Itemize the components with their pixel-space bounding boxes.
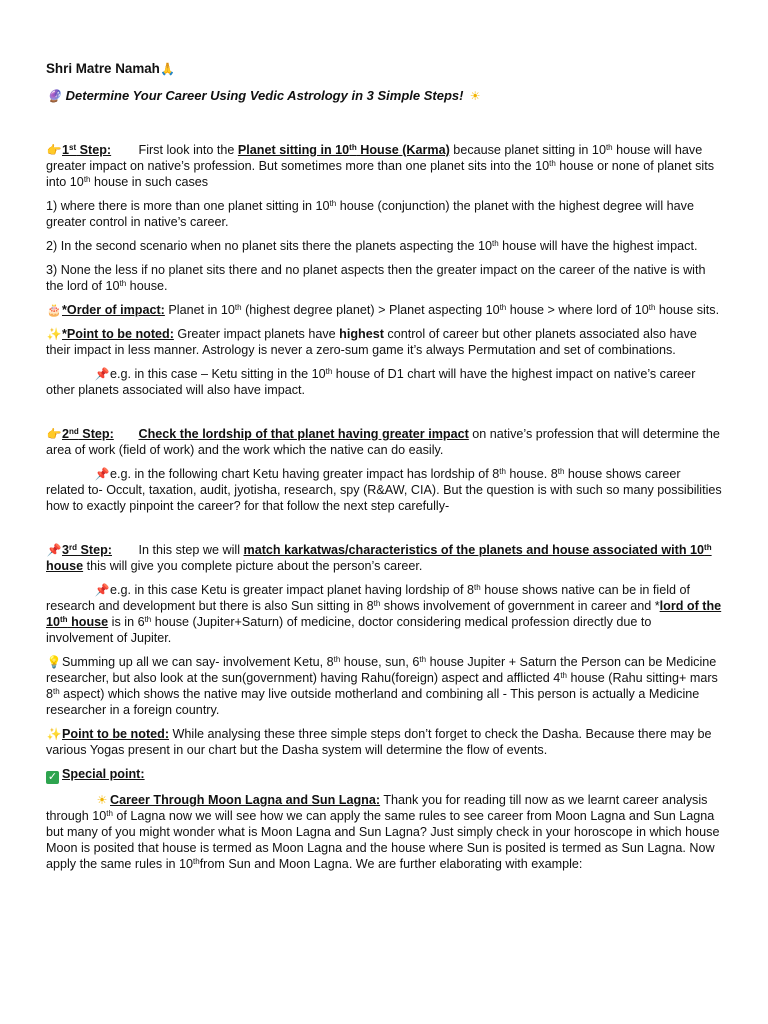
sun-icon: ☀ xyxy=(469,89,481,103)
step3-eg-sup-2: th xyxy=(373,599,381,608)
step1-text-4: house or none of planet sits into 10 xyxy=(46,159,714,189)
order-text-d: house sits. xyxy=(655,303,720,317)
point2-sup: th xyxy=(491,239,499,248)
order-label: *Order of impact: xyxy=(62,303,165,317)
step2-example xyxy=(46,466,722,514)
point3-text-b: house. xyxy=(126,279,168,293)
sum-sup-4: th xyxy=(53,687,60,696)
order-sup-1: th xyxy=(234,303,242,312)
step1-example xyxy=(46,366,722,398)
step2-eg-a: e.g. in the following chart Ketu having greater impact has lordship of 8 xyxy=(110,467,500,481)
sum-sup-2: th xyxy=(419,655,427,664)
sun-icon: ☀ xyxy=(96,793,108,807)
point1-text-b: house (conjunction) the planet with the highest degree will have greater control in native’s career. xyxy=(46,199,694,229)
step3-note xyxy=(46,726,722,758)
step3-intro xyxy=(46,542,722,574)
sum-b: house, sun, 6 xyxy=(340,655,420,669)
page-title xyxy=(46,60,722,78)
crystal-ball-icon: 🔮 xyxy=(46,89,62,103)
step1-text-1: First look into the xyxy=(138,143,238,157)
step1-bold-sup: th xyxy=(349,143,357,152)
step1-label-text: Step: xyxy=(76,143,112,157)
step1-sup-3: th xyxy=(549,159,556,168)
step2-label-text: Step: xyxy=(78,427,114,441)
step1-eg-a: e.g. in this case – Ketu sitting in the 10 xyxy=(110,367,326,381)
step1-bold-phrase xyxy=(238,143,450,157)
special-label: Special point: xyxy=(62,767,145,781)
sum-e: aspect) which shows the native may live outside motherland and combining all - This person is actually a Medicine researcher in a foreign country. xyxy=(46,687,700,717)
folded-hands-icon: 🙏 xyxy=(160,62,176,76)
note-label: *Point to be noted: xyxy=(62,327,174,341)
step3-eg-c: shows involvement of government in career and * xyxy=(380,599,660,613)
step3-example xyxy=(46,582,722,646)
step3-label-num: 3 xyxy=(62,543,70,557)
step1-point-3 xyxy=(46,262,722,294)
order-of-impact xyxy=(46,302,722,318)
step2-label xyxy=(62,426,135,442)
light-bulb-icon: 💡 xyxy=(46,655,62,669)
pushpin-icon: 📌 xyxy=(94,583,110,597)
cake-icon: 🎂 xyxy=(46,303,62,317)
order-text-c: house > where lord of 10 xyxy=(506,303,649,317)
step3-text-1: this will give you complete picture about the person’s career. xyxy=(83,559,423,573)
step3-note-label: Point to be noted: xyxy=(62,727,170,741)
pushpin-icon: 📌 xyxy=(46,543,62,557)
step2-intro xyxy=(46,426,722,458)
point2-text-b: house will have the highest impact. xyxy=(498,239,698,253)
special-paragraph xyxy=(46,792,722,872)
point3-text-a: 3) None the less if no planet sits there and no planet aspects then the greater impact on the career of the native is with the lord of 10 xyxy=(46,263,706,293)
step3-bold-sup: th xyxy=(704,543,712,552)
pushpin-icon: 📌 xyxy=(94,367,110,381)
pointing-hand-icon: 👉 xyxy=(46,143,62,157)
step3-eg-bold-b: house xyxy=(67,615,109,629)
step2-eg-b: house. 8 xyxy=(505,467,558,481)
step1-eg-b: house of D1 chart will have the highest impact on native’s career other planets associated will also have impact. xyxy=(46,367,696,397)
point1-sup: th xyxy=(329,199,337,208)
point3-sup: th xyxy=(119,279,127,288)
point2-text-a: 2) In the second scenario when no planet sits there the planets aspecting the 10 xyxy=(46,239,492,253)
page-subtitle xyxy=(46,88,722,104)
special-sup-2: th xyxy=(193,857,200,866)
step1-label xyxy=(62,142,135,158)
step3-note-text: While analysing these three simple steps don’t forget to check the Dasha. Because there may be various Yogas present in our chart but the Dasha system will determine the flow of events. xyxy=(46,727,712,757)
special-sub-label: Career Through Moon Lagna and Sun Lagna: xyxy=(110,793,381,807)
step1-text-5: house in such cases xyxy=(90,175,209,189)
step1-label-sup: st xyxy=(69,143,77,152)
step1-text-3: house will have greater impact on native’s profession. But sometimes more than one planet sits into the 10 xyxy=(46,143,703,173)
step3-eg-b: house shows native can be in field of research and development but there is also Sun sitting in 8 xyxy=(46,583,691,613)
sum-a: Summing up all we can say- involvement Ketu, 8 xyxy=(62,655,334,669)
sum-c: house Jupiter + Saturn the Person can be Medicine researcher, but also look at the sun(government) having Rahu(foreign) aspect and afflicted 4 xyxy=(46,655,717,685)
special-text-a: Thank you for reading till now as we learnt career analysis through 10 xyxy=(46,793,708,823)
document-page xyxy=(46,60,722,880)
special-text-b: of Lagna now we will see how we can apply the same rules to see career from Moon Lagna and Sun Lagna but many of you might wonder what is Moon Lagna and Sun Lagna? Just simply check in your horoscope in which house Moon is posited that house is termed as Moon Lagna and the house where Sun is posited is termed as Sun Lagna. Now apply the same rules in 10 xyxy=(46,809,720,871)
sum-d: house (Rahu sitting+ mars 8 xyxy=(46,671,718,701)
check-mark-icon: ✓ xyxy=(47,771,58,783)
step1-text-2: because planet sitting in 10 xyxy=(449,143,606,157)
step3-eg-bold-sup: th xyxy=(60,615,68,624)
note-bold: highest xyxy=(339,327,384,341)
special-point xyxy=(46,766,722,784)
note-text-a: Greater impact planets have xyxy=(173,327,340,341)
step3-eg-bold-a: lord of the 10 xyxy=(46,599,722,629)
step1-sup-2: th xyxy=(605,143,613,152)
step1-point-2 xyxy=(46,238,722,254)
step3-eg-e: house (Jupiter+Saturn) of medicine, doctor considering medical profession directly due to involvement of Jupiter. xyxy=(46,615,652,645)
step3-eg-sup-3: th xyxy=(144,615,152,624)
step1-bold-a: Planet sitting in 10 xyxy=(237,143,350,157)
step3-eg-sup-1: th xyxy=(474,583,481,592)
order-sup-2: th xyxy=(499,303,507,312)
step3-label xyxy=(62,542,135,558)
step3-bold-b: house xyxy=(46,559,84,573)
order-sup-3: th xyxy=(648,303,656,312)
sum-sup-1: th xyxy=(333,655,341,664)
step2-text-1: on native’s profession that will determine the area of work (field of work) and the work which the native can do easily. xyxy=(46,427,720,457)
step3-summary xyxy=(46,654,722,718)
step2-eg-sup-1: th xyxy=(499,467,506,476)
point1-text-a: 1) where there is more than one planet sitting in 10 xyxy=(46,199,330,213)
step1-eg-sup: th xyxy=(325,367,333,376)
sparkles-icon: ✨ xyxy=(46,327,62,341)
pushpin-icon: 📌 xyxy=(94,467,110,481)
step1-point-1 xyxy=(46,198,722,230)
special-sup-1: th xyxy=(106,809,113,818)
step2-bold-phrase: Check the lordship of that planet having greater impact xyxy=(138,427,469,441)
step3-bold-a: match karkatwas/characteristics of the planets and house associated with 10 xyxy=(243,543,705,557)
title-text: Shri Matre Namah xyxy=(46,61,160,76)
step3-label-sup: rd xyxy=(69,543,78,552)
step1-sup-4: th xyxy=(83,175,91,184)
step3-text-0: In this step we will xyxy=(138,543,244,557)
step1-note xyxy=(46,326,722,358)
pointing-hand-icon: 👉 xyxy=(46,427,62,441)
step1-bold-b: House (Karma) xyxy=(356,143,450,157)
step3-eg-a: e.g. in this case Ketu is greater impact planet having lordship of 8 xyxy=(110,583,475,597)
order-text-a: Planet in 10 xyxy=(164,303,235,317)
step3-label-text: Step: xyxy=(77,543,112,557)
subtitle-text: Determine Your Career Using Vedic Astrology in 3 Simple Steps! xyxy=(65,88,464,103)
note-text-b: control of career but other planets associated also have their impact in less manner. Astrology is never a zero-sum game it’s always Permutation and set of combinations. xyxy=(46,327,697,357)
step2-eg-sup-2: th xyxy=(557,467,565,476)
step2-label-num: 2 xyxy=(62,427,70,441)
step3-eg-d: is in 6 xyxy=(108,615,145,629)
special-text-c: from Sun and Moon Lagna. We are further elaborating with example: xyxy=(199,857,583,871)
step1-label-num: 1 xyxy=(62,143,70,157)
sparkles-icon: ✨ xyxy=(46,727,62,741)
step2-label-sup: nd xyxy=(69,427,79,436)
order-text-b: (highest degree planet) > Planet aspecting 10 xyxy=(241,303,500,317)
step1-intro xyxy=(46,142,722,190)
step2-eg-c: house shows career related to- Occult, taxation, audit, jyotisha, research, spy (R&AW, CIA). But the question is with such so many possibilities how to exactly pinpoint the career? for that follow the next step carefully- xyxy=(46,467,722,513)
sum-sup-3: th xyxy=(560,671,567,680)
